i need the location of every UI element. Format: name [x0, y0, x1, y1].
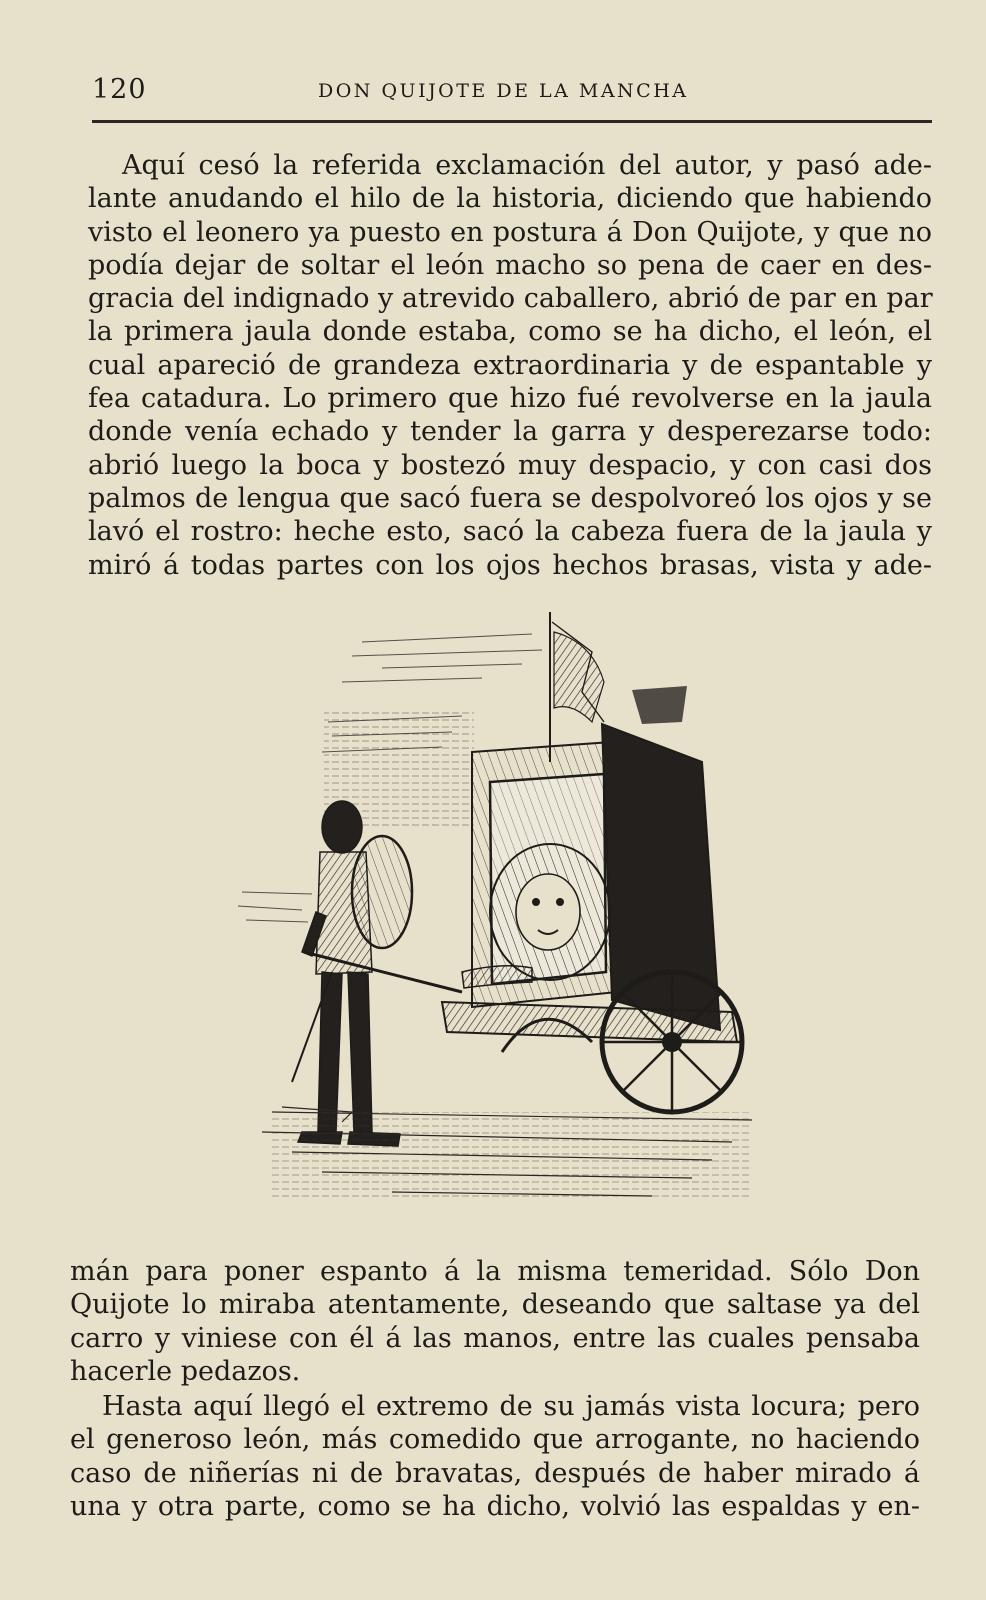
text-line: abrió luego la boca y bostezó muy despacio, y con casi dos — [88, 449, 932, 481]
flag-cloth — [554, 632, 604, 722]
text-line: el generoso león, más comedido que arrogante, no haciendo — [70, 1424, 920, 1456]
text-line: podía dejar de soltar el león macho so pena de caer en des- — [88, 249, 932, 281]
text-line: la primera jaula donde estaba, como se ha dicho, el león, el — [88, 316, 932, 348]
paragraph-3 — [70, 1390, 920, 1523]
text-line: visto el leonero ya puesto en postura á Don Quijote, y que no — [88, 216, 932, 248]
text-line: caso de niñerías ni de bravatas, después de haber mirado á — [70, 1457, 920, 1489]
text-line: cual apareció de grandeza extraordinaria y de espantable y — [88, 349, 932, 381]
header-rule — [92, 120, 932, 123]
page-number: 120 — [92, 74, 147, 105]
text-line: gracia del indignado y atrevido caballero, abrió de par en par — [88, 283, 933, 315]
text-line: Aquí cesó la referida exclamación del autor, y pasó ade- — [122, 150, 932, 181]
text-line: carro y viniese con él á las manos, entre las cuales pensaba — [70, 1322, 920, 1354]
text-line: lante anudando el hilo de la historia, diciendo que habiendo — [88, 183, 932, 215]
text-line: palmos de lengua que sacó fuera se despolvoreó los ojos y se — [88, 482, 932, 514]
text-line: miró á todas partes con los ojos hechos brasas, vista y ade- — [88, 549, 932, 581]
paragraph-2 — [70, 1255, 920, 1388]
text-line: lavó el rostro: heche esto, sacó la cabeza fuera de la jaula y — [88, 516, 932, 548]
text-line: Quijote lo miraba atentamente, deseando que saltase ya del — [70, 1289, 920, 1321]
running-head: DON QUIJOTE DE LA MANCHA — [318, 80, 689, 102]
text-line: fea catadura. Lo primero que hizo fué revolverse en la jaula — [88, 383, 932, 415]
text-line: donde venía echado y tender la garra y desperezarse todo: — [88, 416, 932, 448]
paragraph-1 — [88, 149, 932, 582]
text-line: Hasta aquí llegó el extremo de su jamás vista locura; pero — [102, 1391, 920, 1422]
text-line: mán para poner espanto á la misma temeridad. Sólo Don — [70, 1256, 920, 1287]
engraving-illustration — [232, 612, 772, 1228]
dark-pennant — [632, 686, 687, 724]
text-line: hacerle pedazos. — [70, 1355, 301, 1387]
text-line: una y otra parte, como se ha dicho, volvió las espaldas y en- — [70, 1490, 920, 1522]
